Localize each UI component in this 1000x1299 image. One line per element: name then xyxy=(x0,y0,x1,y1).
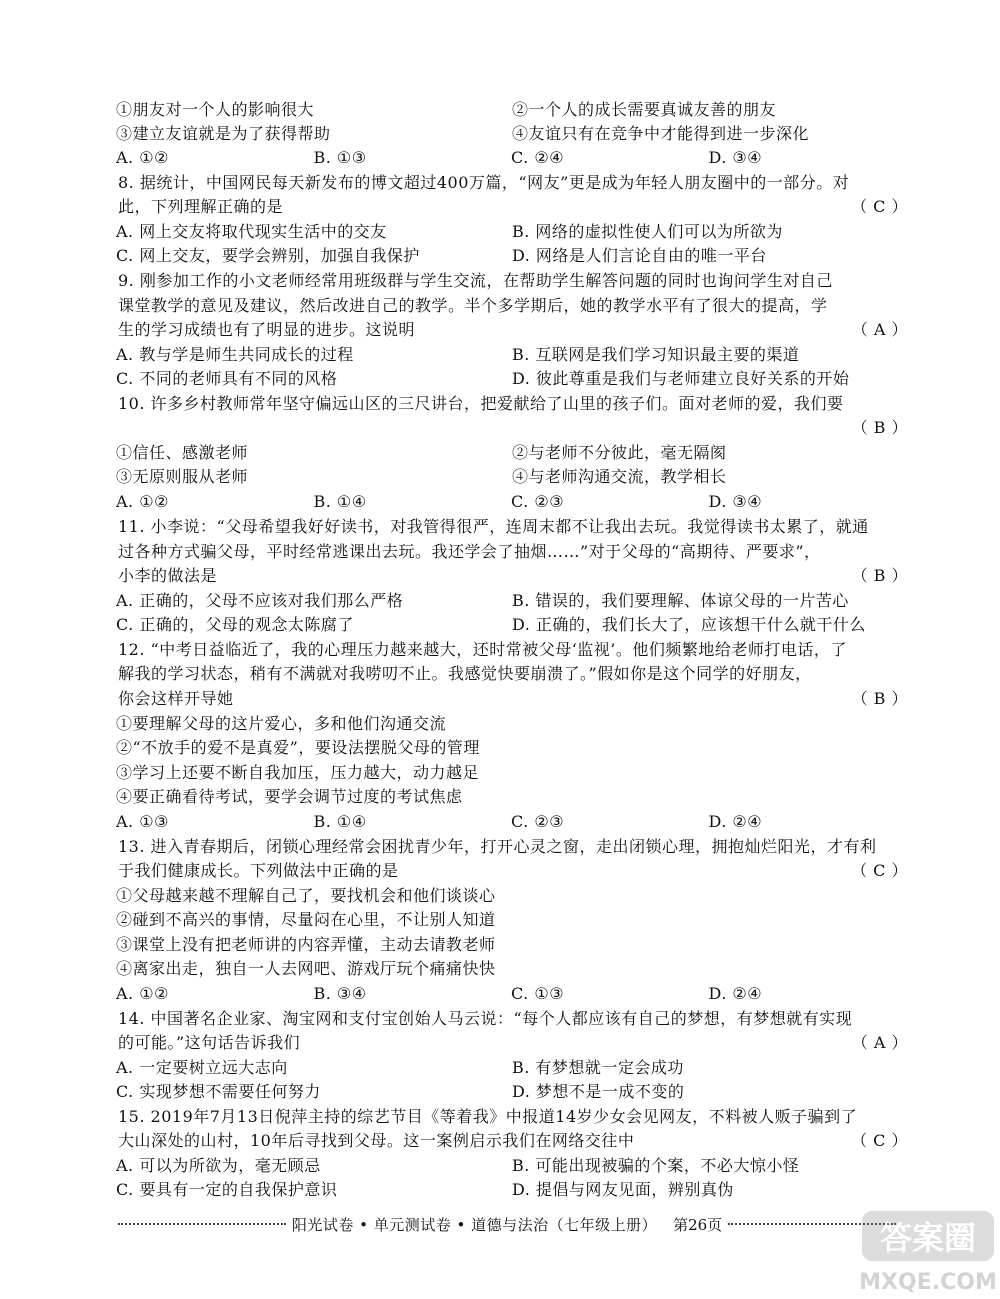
q9-stem-line-3 xyxy=(118,318,908,342)
q14-choice-b: B. 有梦想就一定会成功 xyxy=(512,1058,684,1077)
q12-statement-2: ②“不放手的爱不是真爱”，要设法摆脱父母的管理 xyxy=(116,738,480,757)
q9-stem-line-2: 课堂教学的意见及建议，然后改进自己的教学。半个多学期后，她的教学水平有了很大的提高，学 xyxy=(118,296,828,315)
q9-choices-row-2 xyxy=(116,367,906,391)
q8-choice-c: C. 网上交友，要学会辨别，加强自我保护 xyxy=(116,246,420,265)
q12-statement-1: ①要理解父母的这片爱心，多和他们沟通交流 xyxy=(116,714,447,733)
q8-stem-text: 此，下列理解正确的是 xyxy=(118,197,284,216)
q13-statement-4: ④离家出走，独自一人去网吧、游戏厅玩个痛痛快快 xyxy=(116,959,496,978)
q13-choice-c: C. ①③ xyxy=(511,984,565,1003)
q11-stem-text: 小李的做法是 xyxy=(118,566,218,585)
q10-choice-d: D. ③④ xyxy=(708,492,763,511)
q9-choices-row-1 xyxy=(116,343,906,367)
q13-answer: （ C ） xyxy=(851,861,908,880)
q12-choices xyxy=(116,810,906,834)
q15-stem-line-2 xyxy=(118,1129,908,1153)
q13-choice-d: D. ②④ xyxy=(708,984,763,1003)
q13-stem-text: 于我们健康成长。下列做法中正确的是 xyxy=(118,861,399,880)
q10-statement-1: ①信任、感激老师 xyxy=(116,443,249,462)
q15-choice-b: B. 可能出现被骗的个案，不必大惊小怪 xyxy=(512,1156,800,1175)
q14-stem-line-1: 14. 中国著名企业家、淘宝网和支付宝创始人马云说：“每个人都应该有自己的梦想，有梦想就有实现 xyxy=(118,1009,853,1028)
watermark-logo xyxy=(858,1205,998,1299)
q13-choices xyxy=(116,982,906,1006)
q10-choice-b: B. ①④ xyxy=(313,492,367,511)
q14-stem-text: 的可能。”这句话告诉我们 xyxy=(118,1033,301,1052)
q8-stem-line-1: 8. 据统计，中国网民每天新发布的博文超过400万篇，“网友”更是成为年轻人朋友圈中的一部分。对 xyxy=(118,173,850,192)
q10-stem-line-1: 10. 许多乡村教师常年坚守偏远山区的三尺讲台，把爱献给了山里的孩子们。面对老师的爱，我们要 xyxy=(118,394,844,413)
q10-statement-row-2 xyxy=(116,465,906,489)
q14-choice-c: C. 实现梦想不需要任何努力 xyxy=(116,1082,321,1101)
q11-choice-a: A. 正确的，父母不应该对我们那么严格 xyxy=(116,591,404,610)
watermark-text: 答案圈 xyxy=(879,1219,977,1257)
q13-stem-line-2 xyxy=(118,859,908,883)
q8-choice-b: B. 网络的虚拟性使人们可以为所欲为 xyxy=(512,222,783,241)
q15-stem-text: 大山深处的山村，10年后寻找到父母。这一案例启示我们在网络交往中 xyxy=(118,1131,635,1150)
q7-choice-b: B. ①③ xyxy=(313,148,367,167)
q8-answer: （ C ） xyxy=(851,197,908,216)
q15-choices-row-1 xyxy=(116,1154,906,1178)
q15-choice-d: D. 提倡与网友见面，辨别真伪 xyxy=(512,1180,734,1199)
q7-statement-row-1 xyxy=(116,98,906,122)
q14-choice-d: D. 梦想不是一成不变的 xyxy=(512,1082,685,1101)
q10-statement-row-1 xyxy=(116,441,906,465)
q10-choices xyxy=(116,490,906,514)
q13-choice-b: B. ③④ xyxy=(313,984,367,1003)
q7-statement-1: ①朋友对一个人的影响很大 xyxy=(116,100,315,119)
q10-answer-line xyxy=(118,416,908,440)
q9-choice-a: A. 教与学是师生共同成长的过程 xyxy=(116,345,354,364)
q12-choice-b: B. ①④ xyxy=(313,812,367,831)
q10-statement-2: ②与老师不分彼此，毫无隔阂 xyxy=(512,443,727,462)
q10-statement-4: ④与老师沟通交流，教学相长 xyxy=(512,467,727,486)
q12-stem-line-3 xyxy=(118,687,908,711)
q12-choice-a: A. ①③ xyxy=(116,812,169,831)
q14-choices-row-2 xyxy=(116,1080,906,1104)
q7-statement-2: ②一个人的成长需要真诚友善的朋友 xyxy=(512,100,777,119)
q10-statement-3: ③无原则服从老师 xyxy=(116,467,249,486)
q13-stem-line-1: 13. 进入青春期后，闭锁心理经常会困扰青少年，打开心灵之窗，走出闭锁心理，拥抱灿烂阳光，才有利 xyxy=(118,837,877,856)
footer-page-number: 第26页 xyxy=(673,1215,723,1234)
q8-stem-line-2 xyxy=(118,195,908,219)
q9-stem-line-1: 9. 刚参加工作的小文老师经常用班级群与学生交流，在帮助学生解答问题的同时也询问学生对自己 xyxy=(118,271,833,290)
q12-stem-text: 你会这样开导她 xyxy=(118,689,234,708)
q10-choice-c: C. ②③ xyxy=(511,492,565,511)
q13-statement-1: ①父母越来越不理解自己了，要找机会和他们谈谈心 xyxy=(116,886,496,905)
q15-choice-a: A. 可以为所欲为，毫无顾忌 xyxy=(116,1156,321,1175)
q14-answer: （ A ） xyxy=(851,1033,908,1052)
q7-statement-4: ④友谊只有在竞争中才能得到进一步深化 xyxy=(512,124,810,143)
q12-stem-line-1: 12. “中考日益临近了，我的心理压力越来越大，还时常被父母‘监视’。他们频繁地给老师打电话，了 xyxy=(118,640,847,659)
q8-choices-row-1 xyxy=(116,220,906,244)
q13-choice-a: A. ①② xyxy=(116,984,169,1003)
q9-choice-b: B. 互联网是我们学习知识最主要的渠道 xyxy=(512,345,800,364)
q7-choice-c: C. ②④ xyxy=(511,148,565,167)
q12-choice-d: D. ②④ xyxy=(708,812,763,831)
q9-stem-text: 生的学习成绩也有了明显的进步。这说明 xyxy=(118,320,416,339)
watermark-url: MXQE.COM xyxy=(859,1270,997,1295)
q10-answer: （ B ） xyxy=(851,418,908,437)
q10-choice-a: A. ①② xyxy=(116,492,169,511)
q12-stem-line-2: 解我的学习状态，稍有不满就对我唠叨不止。我感觉快要崩溃了。”假如你是这个同学的好朋友， xyxy=(118,664,812,683)
q14-stem-line-2 xyxy=(118,1031,908,1055)
q12-answer: （ B ） xyxy=(851,689,908,708)
q12-statement-4: ④要正确看待考试，要学会调节过度的考试焦虑 xyxy=(116,787,463,806)
q15-choices-row-2 xyxy=(116,1178,906,1202)
footer-title: 阳光试卷 • 单元测试卷 • 道德与法治（七年级上册） xyxy=(291,1215,658,1234)
q11-stem-line-2: 过各种方式骗父母，平时经常逃课出去玩。我还学会了抽烟……”对于父母的“高期待、严要求”， xyxy=(118,542,821,561)
q15-choice-c: C. 要具有一定的自我保护意识 xyxy=(116,1180,338,1199)
q14-choice-a: A. 一定要树立远大志向 xyxy=(116,1058,288,1077)
q11-choices-row-2 xyxy=(116,613,906,637)
q13-statement-3: ③课堂上没有把老师讲的内容弄懂，主动去请教老师 xyxy=(116,935,496,954)
q11-choices-row-1 xyxy=(116,589,906,613)
q11-stem-line-3 xyxy=(118,564,908,588)
q9-choice-c: C. 不同的老师具有不同的风格 xyxy=(116,369,338,388)
q8-choice-d: D. 网络是人们言论自由的唯一平台 xyxy=(512,246,767,265)
q7-choice-a: A. ①② xyxy=(116,148,169,167)
q7-statement-3: ③建立友谊就是为了获得帮助 xyxy=(116,124,331,143)
page-footer xyxy=(112,1212,902,1236)
q9-answer: （ A ） xyxy=(851,320,908,339)
q9-choice-d: D. 彼此尊重是我们与老师建立良好关系的开始 xyxy=(512,369,850,388)
q15-answer: （ C ） xyxy=(851,1131,908,1150)
q11-choice-d: D. 正确的，我们长大了，应该想干什么就干什么 xyxy=(512,615,866,634)
footer-dots-left xyxy=(118,1223,286,1225)
q11-choice-b: B. 错误的，我们要理解、体谅父母的一片苦心 xyxy=(512,591,849,610)
q15-stem-line-1: 15. 2019年7月13日倪萍主持的综艺节目《等着我》中报道14岁少女会见网友，不料被人贩子骗到了 xyxy=(118,1107,858,1126)
q8-choices-row-2 xyxy=(116,244,906,268)
q11-answer: （ B ） xyxy=(851,566,908,585)
q14-choices-row-1 xyxy=(116,1056,906,1080)
q12-choice-c: C. ②③ xyxy=(511,812,565,831)
q12-statement-3: ③学习上还要不断自我加压，压力越大，动力越足 xyxy=(116,763,480,782)
q13-statement-2: ②碰到不高兴的事情，尽量闷在心里，不让别人知道 xyxy=(116,910,496,929)
q7-choices xyxy=(116,146,906,170)
q11-stem-line-1: 11. 小李说：“父母希望我好好读书，对我管得很严，连周末都不让我出去玩。我觉得读书太累了，就通 xyxy=(118,517,869,536)
q7-choice-d: D. ③④ xyxy=(708,148,763,167)
q11-choice-c: C. 正确的，父母的观念太陈腐了 xyxy=(116,615,354,634)
q7-statement-row-2 xyxy=(116,122,906,146)
q8-choice-a: A. 网上交友将取代现实生活中的交友 xyxy=(116,222,387,241)
